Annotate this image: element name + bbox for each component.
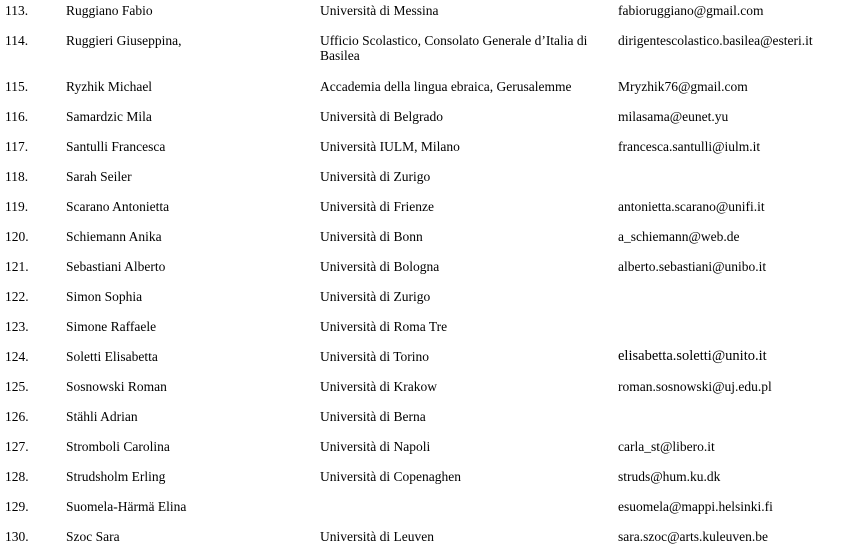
entry-name: Simon Sophia: [66, 289, 143, 304]
entry-affiliation: Università di Bonn: [320, 229, 423, 244]
entry-email: sara.szoc@arts.kuleuven.be: [618, 529, 768, 544]
list-item: [0, 136, 850, 166]
entry-name: Ruggieri Giuseppina,: [66, 33, 182, 48]
entry-email: roman.sosnowski@uj.edu.pl: [618, 379, 772, 394]
entry-number: 116.: [5, 109, 29, 124]
entry-name: Soletti Elisabetta: [66, 349, 158, 364]
entry-email: struds@hum.ku.dk: [618, 469, 721, 484]
entry-name: Strudsholm Erling: [66, 469, 166, 484]
entry-email: alberto.sebastiani@unibo.it: [618, 259, 767, 274]
entry-number: 128.: [5, 469, 29, 484]
entry-affiliation: Università di Belgrado: [320, 109, 443, 124]
entry-number: 113.: [5, 3, 29, 18]
entry-affiliation: Ufficio Scolastico, Consolato Generale d’Italia di Basilea: [320, 33, 588, 63]
entry-email: francesca.santulli@iulm.it: [618, 139, 761, 154]
entry-affiliation: Università di Krakow: [320, 379, 437, 394]
entry-affiliation: Università di Messina: [320, 3, 439, 18]
entry-affiliation: Università di Frienze: [320, 199, 434, 214]
entry-name: Suomela-Härmä Elina: [66, 499, 187, 514]
entry-number: 126.: [5, 409, 29, 424]
entry-name: Santulli Francesca: [66, 139, 166, 154]
entry-name: Stromboli Carolina: [66, 439, 170, 454]
list-item: [0, 316, 850, 346]
list-item: [0, 496, 850, 526]
entry-affiliation: Università IULM, Milano: [320, 139, 460, 154]
entry-affiliation: Università di Bologna: [320, 259, 440, 274]
entry-name: Ruggiano Fabio: [66, 3, 153, 18]
list-item: [0, 226, 850, 256]
list-item: [0, 286, 850, 316]
entry-affiliation: Università di Zurigo: [320, 289, 431, 304]
entry-email: fabioruggiano@gmail.com: [618, 3, 764, 18]
entry-email: antonietta.scarano@unifi.it: [618, 199, 765, 214]
entry-number: 125.: [5, 379, 29, 394]
entry-number: 130.: [5, 529, 29, 544]
entry-affiliation: Accademia della lingua ebraica, Gerusalemme: [320, 79, 572, 94]
entry-affiliation: Università di Torino: [320, 349, 430, 364]
list-item: [0, 406, 850, 436]
list-item: [0, 0, 850, 30]
list-item: [0, 256, 850, 286]
entry-number: 115.: [5, 79, 29, 94]
entry-email: esuomela@mappi.helsinki.fi: [618, 499, 773, 514]
entry-number: 127.: [5, 439, 29, 454]
list-item: [0, 436, 850, 466]
entry-email: Mryzhik76@gmail.com: [618, 79, 748, 94]
entry-email: a_schiemann@web.de: [618, 229, 740, 244]
entry-number: 122.: [5, 289, 29, 304]
entry-email: milasama@eunet.yu: [618, 109, 729, 124]
entry-email: carla_st@libero.it: [618, 439, 715, 454]
entry-name: Szoc Sara: [66, 529, 120, 544]
entry-affiliation: Università di Berna: [320, 409, 426, 424]
entry-name: Stähli Adrian: [66, 409, 138, 424]
list-item: [0, 30, 850, 76]
list-item: [0, 76, 850, 106]
entry-number: 124.: [5, 349, 29, 364]
entry-number: 119.: [5, 199, 29, 214]
entry-name: Scarano Antonietta: [66, 199, 170, 214]
list-item: [0, 376, 850, 406]
entry-number: 117.: [5, 139, 29, 154]
entry-affiliation: Università di Zurigo: [320, 169, 431, 184]
entry-number: 118.: [5, 169, 29, 184]
entry-affiliation: Università di Leuven: [320, 529, 434, 544]
entry-number: 121.: [5, 259, 29, 274]
entry-affiliation: Università di Copenaghen: [320, 469, 461, 484]
entry-email: elisabetta.soletti@unito.it: [618, 348, 767, 364]
entry-affiliation: Università di Roma Tre: [320, 319, 448, 334]
entry-number: 129.: [5, 499, 29, 514]
entry-name: Simone Raffaele: [66, 319, 157, 334]
entry-email: dirigentescolastico.basilea@esteri.it: [618, 33, 813, 48]
list-item: [0, 196, 850, 226]
list-item: [0, 526, 850, 556]
list-item: [0, 346, 850, 376]
entry-number: 120.: [5, 229, 29, 244]
entry-name: Sarah Seiler: [66, 169, 132, 184]
entry-name: Ryzhik Michael: [66, 79, 153, 94]
entry-name: Sosnowski Roman: [66, 379, 167, 394]
list-item: [0, 106, 850, 136]
entry-affiliation: Università di Napoli: [320, 439, 431, 454]
entry-name: Sebastiani Alberto: [66, 259, 166, 274]
list-item: [0, 166, 850, 196]
list-item: [0, 466, 850, 496]
entry-name: Samardzic Mila: [66, 109, 152, 124]
entry-number: 123.: [5, 319, 29, 334]
entry-number: 114.: [5, 33, 29, 48]
entry-name: Schiemann Anika: [66, 229, 162, 244]
